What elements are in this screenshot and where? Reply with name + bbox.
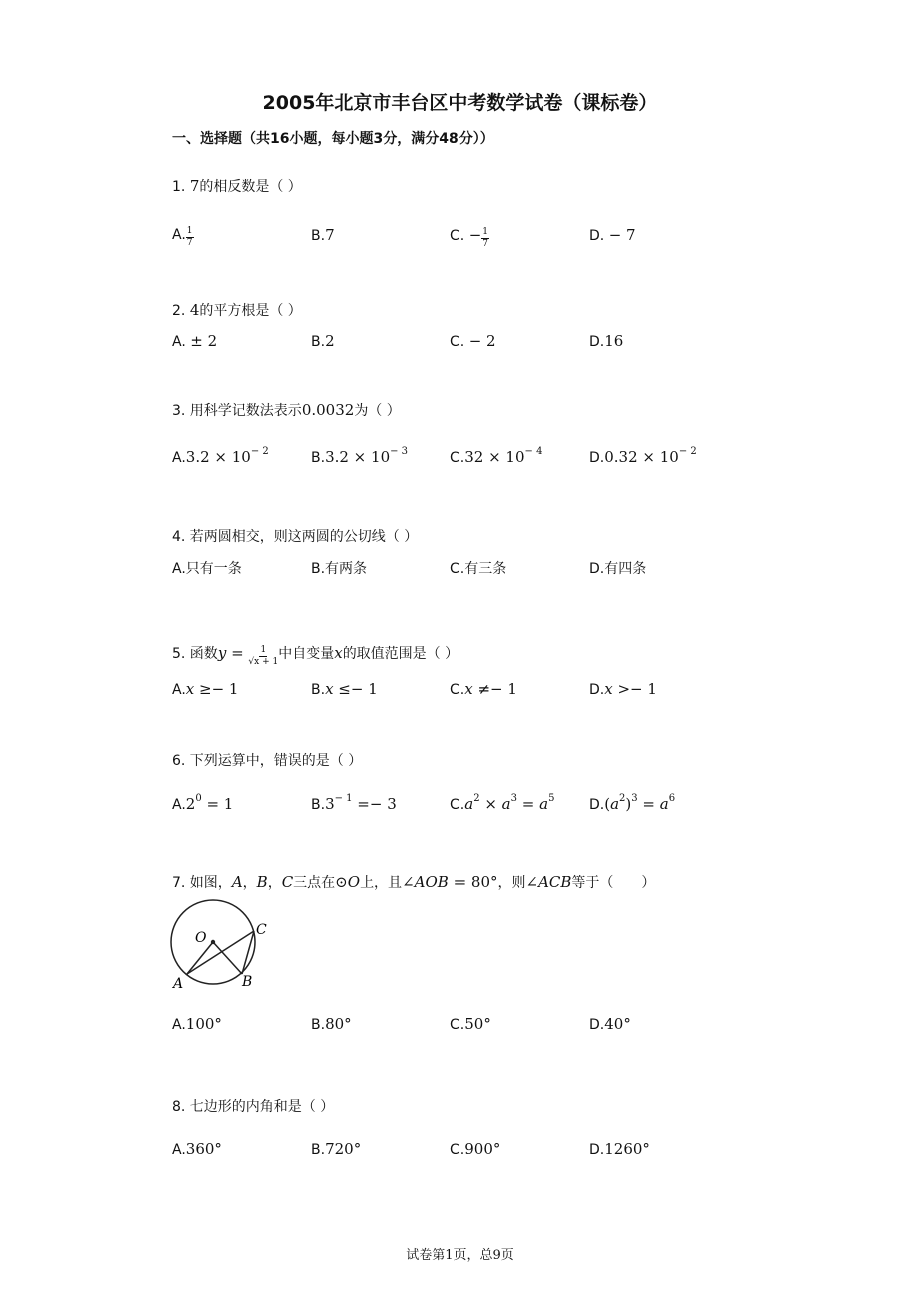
math-text: =	[637, 795, 660, 813]
question-4-option-C[interactable]	[450, 558, 506, 578]
label-c: C	[256, 922, 267, 938]
text: 3. 用科学记数法表示	[172, 403, 302, 419]
math-text: 0.0032	[301, 401, 355, 419]
question-2-stem	[172, 300, 302, 320]
math-text: 3	[325, 795, 335, 813]
math-text: 40°	[604, 1015, 631, 1033]
math-text: 360°	[185, 1140, 222, 1158]
math-variable: ACB	[538, 873, 572, 891]
superscript: 3	[510, 793, 517, 804]
text: D.有四条	[589, 561, 647, 577]
math-variable: y	[217, 644, 227, 662]
numerator: 1	[186, 226, 193, 236]
question-3-stem	[172, 400, 401, 420]
text: B.	[311, 1017, 326, 1033]
math-variable: a	[464, 795, 474, 813]
math-variable: B	[256, 873, 268, 891]
question-4-option-A[interactable]	[172, 558, 242, 578]
math-text: 1260°	[604, 1140, 650, 1158]
text: D.	[589, 682, 605, 698]
text: 7. 如图，	[172, 875, 232, 891]
text: C.	[450, 1017, 465, 1033]
math-text: 100°	[185, 1015, 222, 1033]
question-1-option-C[interactable]	[450, 226, 489, 250]
text: B.	[311, 797, 326, 813]
math-text: ×	[479, 795, 502, 813]
math-text: 720°	[325, 1140, 362, 1158]
question-6-option-B[interactable]	[311, 793, 397, 813]
math-text: 2	[185, 795, 196, 813]
math-variable: x	[185, 680, 195, 698]
math-variable: O	[347, 873, 361, 891]
section-heading: 一、选择题（共16小题，每小题3分，满分48分））	[172, 131, 494, 147]
question-2-option-B[interactable]	[311, 332, 335, 350]
math-text: 0.32 × 10	[604, 448, 679, 466]
math-variable: a	[501, 795, 511, 813]
question-6-option-D[interactable]	[589, 793, 675, 813]
question-1-option-B[interactable]	[311, 226, 335, 244]
question-2-option-C[interactable]	[450, 332, 496, 350]
math-text: >− 1	[612, 680, 657, 698]
math-text: 80°	[325, 1015, 352, 1033]
text: A.	[172, 682, 186, 698]
text: 的平方根是（ ）	[199, 303, 302, 319]
math-variable: AOB	[414, 873, 449, 891]
text: B.	[311, 228, 326, 244]
question-8-option-D[interactable]	[589, 1140, 650, 1158]
question-3-option-C[interactable]	[450, 446, 542, 466]
math-text: ⊙	[335, 873, 348, 891]
math-text: ≠− 1	[472, 680, 517, 698]
text: D.	[589, 1017, 605, 1033]
text: B.	[311, 334, 326, 350]
superscript: − 4	[524, 446, 543, 457]
question-2-option-A[interactable]	[172, 332, 217, 350]
question-7-option-C[interactable]	[450, 1015, 491, 1033]
math-text: − 7	[608, 226, 636, 244]
text: ，	[267, 875, 282, 891]
numerator: 1	[260, 645, 267, 655]
page-title: 2005年北京市丰台区中考数学试卷（课标卷）	[262, 92, 658, 114]
text: A.只有一条	[172, 561, 242, 577]
denominator: 7	[482, 239, 488, 249]
math-variable: x	[325, 680, 334, 698]
fraction	[248, 645, 278, 668]
superscript: 3	[631, 793, 638, 804]
text: 为（ ）	[354, 403, 401, 419]
question-4-option-B[interactable]	[311, 558, 367, 578]
math-text: ± 2	[190, 332, 218, 350]
text: C.	[450, 450, 465, 466]
math-text: ≤− 1	[333, 680, 378, 698]
text: A.	[172, 334, 191, 350]
math-variable: x	[604, 680, 613, 698]
fraction	[186, 226, 194, 249]
math-variable: A	[231, 873, 243, 891]
math-text: − 2	[468, 332, 496, 350]
math-text: )	[625, 795, 632, 813]
text: A.	[172, 227, 186, 243]
text: A.	[172, 1142, 186, 1158]
math-text: 7	[325, 226, 335, 244]
text: 等于（ ）	[571, 875, 656, 891]
segment-ao	[187, 942, 213, 974]
question-4-option-D[interactable]	[589, 558, 646, 578]
question-1-option-A[interactable]	[172, 226, 194, 249]
question-7-option-D[interactable]	[589, 1015, 631, 1033]
question-3-option-A[interactable]	[172, 446, 269, 466]
math-text: 4	[189, 301, 200, 319]
text: C.有三条	[450, 561, 507, 577]
text: B.有两条	[311, 561, 368, 577]
question-8-option-A[interactable]	[172, 1140, 222, 1158]
math-text: = 80°	[448, 873, 498, 891]
superscript: − 1	[334, 793, 353, 804]
text: 4. 若两圆相交，则这两圆的公切线（ ）	[172, 529, 419, 545]
text: 上，且	[360, 875, 403, 891]
math-text: 32 × 10	[464, 448, 525, 466]
math-variable: x	[334, 644, 343, 662]
text: ，则	[497, 875, 526, 891]
question-5-option-D[interactable]	[589, 680, 657, 698]
text: 8. 七边形的内角和是（ ）	[172, 1099, 335, 1115]
superscript: − 3	[390, 446, 409, 457]
math-text: =− 3	[352, 795, 397, 813]
text: B.	[311, 450, 326, 466]
math-text: 2	[325, 332, 335, 350]
superscript: 6	[668, 793, 676, 804]
math-variable: a	[659, 795, 669, 813]
math-text: 50°	[464, 1015, 491, 1033]
superscript: − 2	[250, 446, 269, 457]
question-6-stem	[172, 750, 362, 770]
text: A.	[172, 797, 186, 813]
text: B.	[311, 1142, 326, 1158]
superscript: − 2	[678, 446, 697, 457]
denominator: 7	[186, 238, 193, 248]
superscript: 5	[548, 793, 555, 804]
text: 的相反数是（ ）	[199, 179, 302, 195]
question-6-option-A[interactable]	[172, 793, 233, 813]
superscript: 0	[195, 793, 202, 804]
question-6-option-C[interactable]	[450, 793, 554, 813]
math-text: 7	[189, 177, 200, 195]
text: ，	[242, 875, 257, 891]
question-5-stem	[172, 643, 459, 668]
math-text: = 1	[201, 795, 234, 813]
math-text: 16	[604, 332, 624, 350]
denominator: √x + 1	[248, 657, 279, 667]
math-text: ∠	[525, 873, 539, 891]
math-text: 3.2 × 10	[185, 448, 251, 466]
question-5-option-A[interactable]	[172, 680, 238, 698]
text: C.	[450, 1142, 465, 1158]
question-3-option-D[interactable]	[589, 446, 697, 466]
question-3-option-B[interactable]	[311, 446, 408, 466]
text: C.	[450, 797, 465, 813]
text: D.	[589, 450, 605, 466]
label-a: A	[173, 976, 184, 992]
question-7-option-A[interactable]	[172, 1015, 222, 1033]
numerator: 1	[482, 227, 488, 237]
question-8-option-C[interactable]	[450, 1140, 500, 1158]
math-text: =	[226, 644, 249, 662]
circle-figure	[165, 896, 275, 992]
page-footer: 试卷第1页，总9页	[406, 1248, 514, 1263]
question-5-option-B[interactable]	[311, 680, 378, 698]
math-variable: a	[610, 795, 620, 813]
text: 三点在	[293, 875, 336, 891]
superscript: 2	[619, 793, 626, 804]
text: C.	[450, 334, 469, 350]
text: B.	[311, 682, 326, 698]
fraction	[481, 227, 489, 250]
math-variable: a	[539, 795, 549, 813]
math-variable: C	[281, 873, 294, 891]
center-point	[211, 940, 215, 944]
question-7-stem	[172, 872, 655, 892]
question-1-stem	[172, 176, 302, 196]
segment-ob	[213, 942, 242, 974]
question-4-stem	[172, 526, 418, 546]
text: 的取值范围是（ ）	[342, 646, 460, 662]
text: 6. 下列运算中，错误的是（ ）	[172, 753, 363, 769]
math-text: ≥− 1	[194, 680, 239, 698]
text: C.	[450, 682, 465, 698]
question-7-option-B[interactable]	[311, 1015, 352, 1033]
math-variable: x	[464, 680, 473, 698]
label-b: B	[242, 974, 253, 990]
question-5-option-C[interactable]	[450, 680, 517, 698]
text: 中自变量	[278, 646, 335, 662]
text: D.	[589, 797, 605, 813]
text: 1.	[172, 179, 190, 195]
label-o: O	[195, 930, 207, 946]
superscript: 2	[473, 793, 480, 804]
question-8-option-B[interactable]	[311, 1140, 361, 1158]
text: 5. 函数	[172, 646, 218, 662]
math-text: (	[604, 795, 611, 813]
text: A.	[172, 1017, 186, 1033]
math-text: =	[517, 795, 540, 813]
question-1-option-D[interactable]	[589, 226, 636, 244]
text: C.	[450, 228, 469, 244]
text: D.	[589, 228, 609, 244]
math-text: 900°	[464, 1140, 501, 1158]
text: A.	[172, 450, 186, 466]
math-text: ∠	[402, 873, 415, 891]
question-8-stem	[172, 1096, 334, 1116]
text: D.	[589, 334, 605, 350]
math-text: −	[468, 226, 482, 244]
text: 2.	[172, 303, 190, 319]
question-2-option-D[interactable]	[589, 332, 623, 350]
math-text: 3.2 × 10	[325, 448, 391, 466]
text: D.	[589, 1142, 605, 1158]
